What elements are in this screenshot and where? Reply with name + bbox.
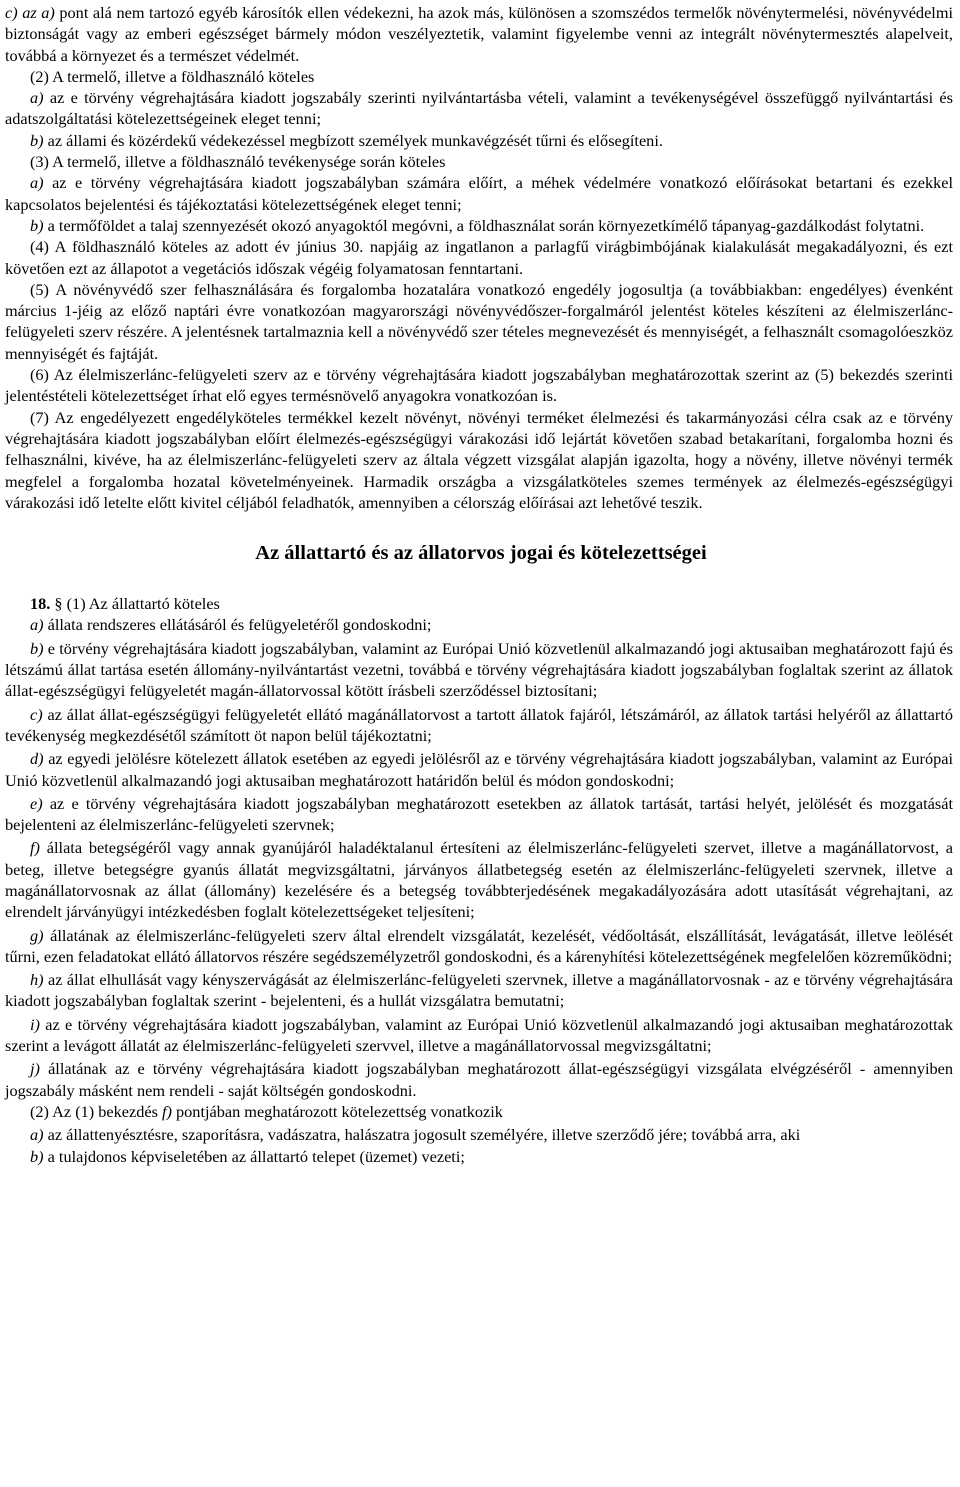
item-label: d): [30, 749, 44, 769]
paragraph-text: a termőföldet a talaj szennyezését okozó anyagoktól megóvni, a földhasználat során környezetkímélő tápanyag-gazdálkodást folytatni.: [43, 215, 925, 235]
paragraph-17-7: [5, 407, 953, 513]
section-heading: [5, 541, 953, 565]
paragraph-18-1h: [5, 969, 953, 1012]
paragraph-text: az e törvény végrehajtására kiadott jogszabály szerinti nyilvántartásba vételi, valamint a tevékenységével összefüggő nyilvántartási és adatszolgáltatási kötelezettségeinek eleget tenni;: [5, 88, 953, 129]
paragraph-text: az állattenyésztésre, szaporításra, vadászatra, halászatra jogosult személyére, illetve szerződő jére; továbbá arra, aki: [43, 1125, 801, 1145]
paragraph-18-2: [5, 1101, 953, 1122]
paragraph-17-1c: [5, 2, 953, 66]
paragraph-text: (4) A földhasználó köteles az adott év június 30. napjáig az ingatlanon a parlagfű virágbimbójának kialakulását megakadályozni, és ezt követően ezt az állapotot a vegetációs időszak végéig folyamatosan fenntartani.: [5, 237, 953, 278]
paragraph-18-1g: [5, 925, 953, 968]
item-label: i): [30, 1014, 40, 1034]
paragraph-18-1i: [5, 1014, 953, 1057]
document-page: [5, 0, 953, 1167]
paragraph-18-1e: [5, 793, 953, 836]
paragraph-text: az e törvény végrehajtására kiadott jogszabályban meghatározott esetekben az állatok tartását, tartási helyét, jelölését és mozgatását bejelenteni az élelmiszerlánc-felügyeleti szervnek;: [5, 793, 953, 835]
paragraph-text: az állami és közérdekű védekezéssel megbízott személyek munkavégzését tűrni és elősegíteni.: [43, 130, 663, 150]
paragraph-text: e törvény végrehajtására kiadott jogszabályban, valamint az Európai Unió közvetlenül alkalmazandó jogi aktusaiban meghatározott fajú és létszámú állat tartása esetén állomány-nyilvántartást vezetni, továbbá e törvény végrehajtására kiadott jogszabályban foglaltak szerint az állatok állat-egészségügyi felügyeletét magán-állatorvossal kötött írásbeli szerződéssel biztosítani;: [5, 638, 953, 701]
item-label: b): [30, 638, 44, 658]
paragraph-text: § (1) Az állattartó köteles: [50, 594, 220, 614]
item-label: h): [30, 970, 44, 990]
paragraph-text: (2) Az (1) bekezdés: [30, 1101, 162, 1121]
paragraph-text: állatának az élelmiszerlánc-felügyeleti szerv által elrendelt vizsgálatát, kezelését, védőoltását, elszállítását, levágatását, illetve leölését tűrni, ezen feladatokat ellátó állatorvos részére segédszemélyzetről gondoskodni, és a kárenyhítési kötelezettségének megfelelően közreműködni;: [5, 925, 953, 966]
paragraph-text: a tulajdonos képviseletében az állattartó telepet (üzemet) vezeti;: [43, 1146, 465, 1166]
paragraph-text: pontjában meghatározott kötelezettség vonatkozik: [171, 1101, 503, 1121]
paragraph-text: állata rendszeres ellátásáról és felügyeletéről gondoskodni;: [43, 615, 432, 635]
paragraph-text: az e törvény végrehajtására kiadott jogszabályban számára előírt, a méhek védelmére vonatkozó előírásokat betartani és ezekkel kapcsolatos bejelentési és tájékoztatási kötelezettségének eleget tenni;: [5, 173, 953, 214]
paragraph-text: állatának az e törvény végrehajtására kiadott jogszabályban meghatározott állat-egészségügyi vizsgálata elvégzéséről - amennyiben jogszabály másként nem rendeli - saját költségén gondoskodni.: [5, 1059, 953, 1100]
item-label: b): [30, 130, 44, 150]
item-reference: f): [162, 1101, 172, 1121]
section-heading-text: Az állattartó és az állatorvos jogai és kötelezettségei: [255, 542, 707, 565]
paragraph-17-2a: [5, 87, 953, 130]
paragraph-text: (5) A növényvédő szer felhasználására és forgalomba hozatalára vonatkozó engedély jogosultja (a továbbiakban: engedélyes) évenként március 1-jéig az előző naptári évre vonatkozóan magyarországi növényvédőszer-forgalmáról jelentést köteles készíteni az élelmiszerlánc-felügyeleti szerv részére. A jelentésnek tartalmaznia kell a növényvédő szer tételes megnevezését és mennyiségét, a felhasznált csomagolóeszköz mennyiségét és fajtáját.: [5, 279, 953, 363]
paragraph-17-2: [5, 66, 953, 87]
paragraph-17-3: [5, 151, 953, 172]
item-label: c): [30, 704, 43, 724]
item-label: a): [30, 173, 44, 193]
item-label: b): [30, 1146, 44, 1166]
item-label: a): [30, 1125, 44, 1145]
paragraph-text: az e törvény végrehajtására kiadott jogszabályban, valamint az Európai Unió közvetlenül alkalmazandó jogi aktusaiban meghatározottak szerint a levágott állatát az élelmiszerlánc-felügyeleti szervvel, illetve a magánállatorvossal megvizsgáltatni;: [5, 1014, 953, 1056]
item-label: j): [30, 1059, 40, 1079]
paragraph-text: az állat elhullását vagy kényszervágását az élelmiszerlánc-felügyeleti szervnek, illetve a magánállatorvosnak - az e törvény végrehajtására kiadott jogszabályban foglaltak szerint - bejelenteni, és a hullát vizsgálatra bemutatni;: [5, 970, 953, 1011]
item-label: f): [30, 838, 40, 858]
paragraph-text: (3) A termelő, illetve a földhasználó tevékenysége során köteles: [30, 152, 446, 172]
paragraph-18-2b: [5, 1146, 953, 1167]
paragraph-text: állata betegségéről vagy annak gyanújáról haladéktalanul értesíteni az élelmiszerlánc-felügyeleti szervet, illetve a magánállatorvost, a beteg, illetve betegségre gyanús állatát megvizsgáltatni, járványos állatbetegség esetén az élelmiszerlánc-felügyeleti szervnek, illetve a magánállatorvosnak az állat (állomány) kezelésére és a betegség továbbterjedésének megakadályozására adott utasítását végrehajtani, az elrendelt járványügyi intézkedésben foglalt kötelezettségeket teljesíteni;: [5, 838, 953, 922]
paragraph-18-1d: [5, 748, 953, 791]
item-label: a): [30, 615, 44, 635]
paragraph-17-3b: [5, 215, 953, 236]
paragraph-text: pont alá nem tartozó egyéb károsítók ellen védekezni, ha azok más, különösen a szomszédos termelők növénytermelési, növényvédelmi biztonságát vagy az emberi egészséget bármely módon veszélyeztetik, valamint figyelembe venni az integrált növénytermesztés alapelveit, továbbá a környezet és a természet védelmét.: [5, 3, 954, 65]
paragraph-18-1f: [5, 837, 953, 922]
paragraph-17-2b: [5, 130, 953, 151]
paragraph-17-4: [5, 236, 953, 279]
paragraph-18-2a: [5, 1124, 953, 1145]
item-label: b): [30, 215, 44, 235]
paragraph-text: (6) Az élelmiszerlánc-felügyeleti szerv az e törvény végrehajtására kiadott jogszabályban meghatározottak szerint az (5) bekezdés szerinti jelentéstételi kötelezettséget írhat elő egyes termésnövelő anyagokra vonatkozóan is.: [5, 365, 953, 406]
paragraph-text: az állat állat-egészségügyi felügyeletét ellátó magánállatorvost a tartott állatok fajáról, létszámáról, az állatok tartási helyéről az állattartó tevékenység megkezdésétől számított öt napon belül tájékoztatni;: [5, 704, 953, 745]
paragraph-18-1: [5, 593, 953, 614]
item-label: e): [30, 793, 43, 813]
paragraph-text: (7) Az engedélyezett engedélyköteles termékkel kezelt növényt, növényi terméket élelmezési és takarmányozási célra csak az e törvény végrehajtására kiadott jogszabályban előírt élelmezés-egészségügyi várakozási idő lejártát követően szabad betakarítani, forgalomba hozni és felhasználni, kivéve, ha az élelmiszerlánc-felügyeleti szerv az általa végzett vizsgálat alapján igazolta, hogy a növény, illetve növényi termék megfelel a forgalomba hozatal követelményeinek. Harmadik országba a vizsgálatköteles szemes termények az élelmezés-egészségügyi várakozási idő letelte előtt kivitel céljából feladhatók, amennyiben a célország előírásai azt lehetővé teszik.: [5, 407, 953, 512]
section-number: 18.: [30, 594, 51, 614]
paragraph-17-5: [5, 279, 953, 364]
paragraph-18-1b: [5, 638, 953, 702]
item-label: g): [30, 925, 44, 945]
paragraph-18-1c: [5, 704, 953, 747]
paragraph-text: az egyedi jelölésre kötelezett állatok esetében az egyedi jelölésről az e törvény végrehajtására kiadott jogszabályban, valamint az Európai Unió közvetlenül alkalmazandó jogi aktusaiban meghatározott határidőn belül és módon gondoskodni;: [5, 749, 953, 790]
paragraph-17-3a: [5, 172, 953, 215]
paragraph-18-1j: [5, 1058, 953, 1101]
item-label: a): [30, 88, 44, 108]
paragraph-17-6: [5, 364, 953, 407]
item-label: c) az a): [5, 3, 55, 22]
paragraph-18-1a: [5, 614, 953, 635]
paragraph-text: (2) A termelő, illetve a földhasználó köteles: [30, 66, 315, 86]
